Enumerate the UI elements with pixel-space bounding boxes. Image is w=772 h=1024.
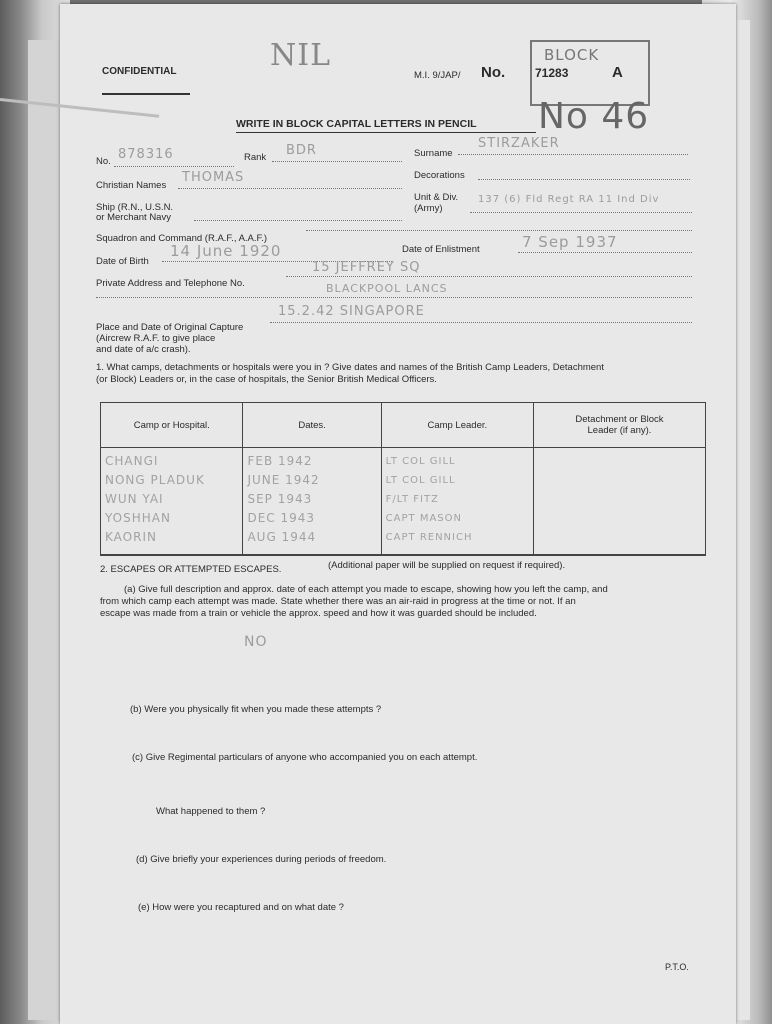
address-line-1: 15 JEFFREY SQ	[312, 260, 421, 275]
leaders-list	[381, 448, 533, 556]
handwritten-nil: NIL	[270, 38, 332, 73]
dob-label: Date of Birth	[96, 256, 149, 267]
dates-list	[243, 448, 381, 556]
list-item: YOSHHAN	[105, 511, 171, 525]
christian-names-label: Christian Names	[96, 180, 167, 191]
christian-names-value: THOMAS	[182, 170, 245, 185]
confidential-underline	[102, 93, 190, 95]
question-2-heading: 2. ESCAPES OR ATTEMPTED ESCAPES.	[100, 564, 282, 575]
list-item: CAPT RENNICH	[385, 532, 473, 543]
question-1-line-1: 1. What camps, detachments or hospitals were you in ? Give dates and names of the British Camp Leaders, Detachment	[96, 362, 604, 373]
list-item: KAORIN	[105, 530, 157, 544]
enlistment-label: Date of Enlistment	[402, 244, 480, 255]
merchant-navy-label: or Merchant Navy	[96, 212, 171, 223]
list-item: SEP 1943	[247, 492, 313, 506]
enlistment-value: 7 Sep 1937	[522, 233, 618, 251]
question-2c: (c) Give Regimental particulars of anyone who accompanied you on each attempt.	[132, 752, 478, 763]
crash-label: and date of a/c crash).	[96, 344, 191, 355]
squadron-label: Squadron and Command (R.A.F., A.A.F.)	[96, 233, 268, 244]
list-item: FEB 1942	[247, 454, 313, 468]
list-item: LT COL GILL	[385, 475, 456, 486]
form-page	[60, 4, 736, 1024]
address-line-2: BLACKPOOL LANCS	[326, 282, 448, 295]
question-2c-followup: What happened to them ?	[156, 806, 266, 817]
dob-value: 14 June 1920	[170, 242, 282, 260]
service-no-value: 878316	[118, 147, 174, 162]
instruction-heading: WRITE IN BLOCK CAPITAL LETTERS IN PENCIL	[236, 118, 477, 130]
question-2e: (e) How were you recaptured and on what date ?	[138, 902, 344, 913]
instruction-underline	[236, 132, 536, 133]
list-item: NONG PLADUK	[105, 473, 205, 487]
reference-code: M.I. 9/JAP/	[414, 70, 461, 81]
confidential-mark: CONFIDENTIAL	[102, 66, 177, 77]
decorations-label: Decorations	[414, 170, 465, 181]
camp-header: Camp or Hospital.	[101, 403, 243, 448]
camp-list	[101, 448, 243, 556]
question-2a-line-1: (a) Give full description and approx. date of each attempt you made to escape, showing how you left the camp, and	[124, 584, 608, 595]
detachment-leader-header: Detachment or Block Leader (if any).	[533, 403, 705, 448]
list-item: JUNE 1942	[247, 473, 320, 487]
camps-table	[100, 402, 706, 556]
unit-label: Unit & Div.	[414, 192, 459, 203]
ship-label: Ship (R.N., U.S.N.	[96, 202, 174, 213]
question-2d: (d) Give briefly your experiences during periods of freedom.	[136, 854, 387, 865]
list-item: LT COL GILL	[385, 456, 456, 467]
detachment-list	[533, 448, 705, 556]
list-item: DEC 1943	[247, 511, 316, 525]
rank-value: BDR	[286, 143, 317, 158]
handwritten-block-number: No 46	[538, 96, 650, 137]
unit-value: 137 (6) Fld Regt RA 11 Ind Div	[478, 194, 660, 205]
surname-value: STIRZAKER	[478, 136, 560, 151]
capture-value: 15.2.42 SINGAPORE	[278, 304, 425, 319]
question-2a-line-3: escape was made from a train or vehicle the approx. speed and how it was guarded should be included.	[100, 608, 537, 619]
address-label: Private Address and Telephone No.	[96, 278, 245, 289]
question-2-note: (Additional paper will be supplied on request if required).	[328, 560, 566, 571]
form-suffix: A	[612, 64, 623, 81]
list-item: F/LT FITZ	[385, 494, 439, 505]
form-number: 71283	[535, 66, 569, 80]
list-item: CAPT MASON	[385, 513, 462, 524]
list-item: CHANGI	[105, 454, 159, 468]
please-turn-over: P.T.O.	[665, 962, 689, 972]
list-item: WUN YAI	[105, 492, 164, 506]
surname-label: Surname	[414, 148, 453, 159]
answer-2a: NO	[244, 634, 268, 650]
question-1-line-2: (or Block) Leaders or, in the case of hospitals, the Senior British Medical Officers.	[96, 374, 437, 385]
dates-header: Dates.	[243, 403, 381, 448]
question-2b: (b) Were you physically fit when you made these attempts ?	[130, 704, 382, 715]
list-item: AUG 1944	[247, 530, 317, 544]
number-label: No.	[481, 64, 506, 81]
army-label: (Army)	[414, 203, 443, 214]
service-no-label: No.	[96, 156, 111, 167]
rank-label: Rank	[244, 152, 267, 163]
stamp-text: BLOCK	[544, 46, 600, 64]
aircrew-label: (Aircrew R.A.F. to give place	[96, 333, 216, 344]
camp-leader-header: Camp Leader.	[381, 403, 533, 448]
capture-label: Place and Date of Original Capture	[96, 322, 244, 333]
question-2a-line-2: from which camp each attempt was made. State whether there was an air-raid in progress at the time or not. If an	[100, 596, 576, 607]
